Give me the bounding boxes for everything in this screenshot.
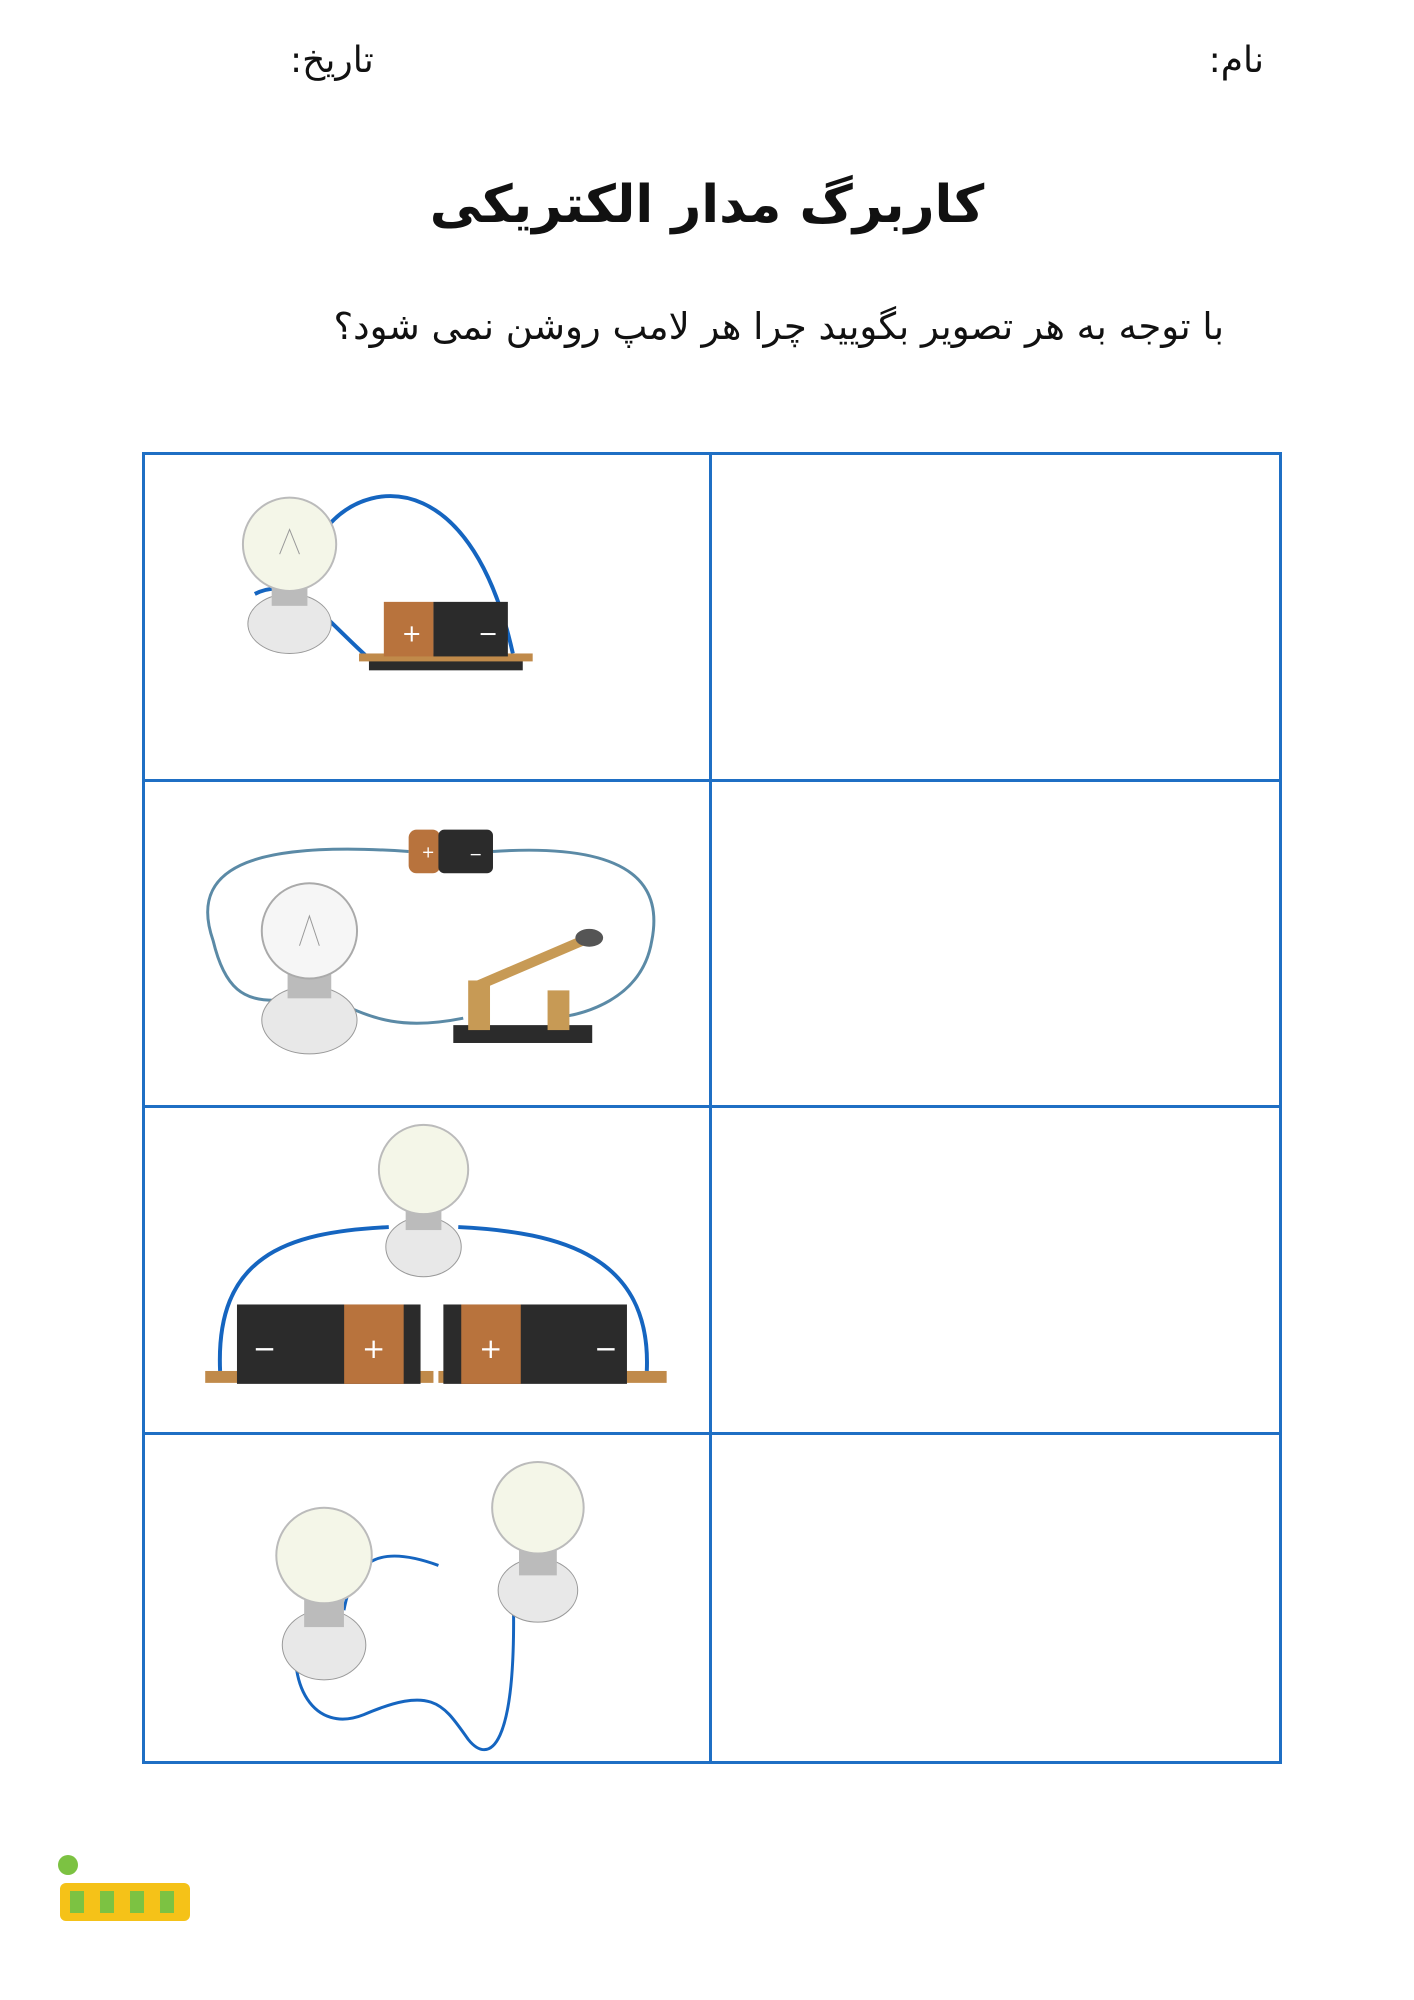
lamp-icon — [262, 883, 357, 1054]
circuit-image-cell-4 — [145, 1435, 712, 1762]
date-label: تاریخ: — [290, 40, 374, 81]
battery-minus-label: − — [478, 619, 499, 648]
battery-plus-label: + — [362, 1332, 386, 1366]
lamp-icon — [276, 1507, 371, 1679]
battery-minus-label: − — [594, 1332, 618, 1366]
battery-plus-label: + — [421, 841, 435, 861]
battery-minus-label: − — [469, 843, 483, 863]
circuit-image-cell-2 — [145, 782, 712, 1109]
answer-cell-2[interactable] — [712, 782, 1279, 1109]
lamp-icon — [492, 1461, 584, 1621]
answer-cell-4[interactable] — [712, 1435, 1279, 1762]
circuit-image-cell-1 — [145, 455, 712, 782]
battery-icon — [438, 1304, 666, 1383]
circuit-illustration-4 — [145, 1435, 709, 1762]
circuit-illustration-2 — [145, 782, 709, 1106]
battery-plus-label: + — [401, 619, 422, 648]
knife-switch-icon — [453, 928, 603, 1042]
page-title: کاربرگ مدار الکتریکی — [429, 175, 985, 235]
answer-cell-3[interactable] — [712, 1108, 1279, 1435]
battery-icon — [409, 829, 493, 873]
answer-cell-1[interactable] — [712, 455, 1279, 782]
battery-icon — [359, 602, 533, 670]
battery-minus-label: − — [252, 1332, 277, 1366]
circuit-illustration-1 — [145, 455, 709, 779]
lamp-icon — [379, 1125, 468, 1277]
circuit-image-cell-3 — [145, 1108, 712, 1435]
lamp-icon — [243, 498, 336, 654]
name-label: نام: — [1208, 40, 1264, 81]
instruction-text: با توجه به هر تصویر بگویید چرا هر لامپ روشن نمی شود؟ — [333, 305, 1224, 348]
worksheet-table — [142, 452, 1282, 1764]
battery-icon — [205, 1304, 433, 1383]
wire — [493, 850, 654, 1018]
publisher-logo — [50, 1845, 200, 1935]
circuit-illustration-3 — [145, 1108, 709, 1432]
battery-plus-label: + — [479, 1332, 503, 1366]
